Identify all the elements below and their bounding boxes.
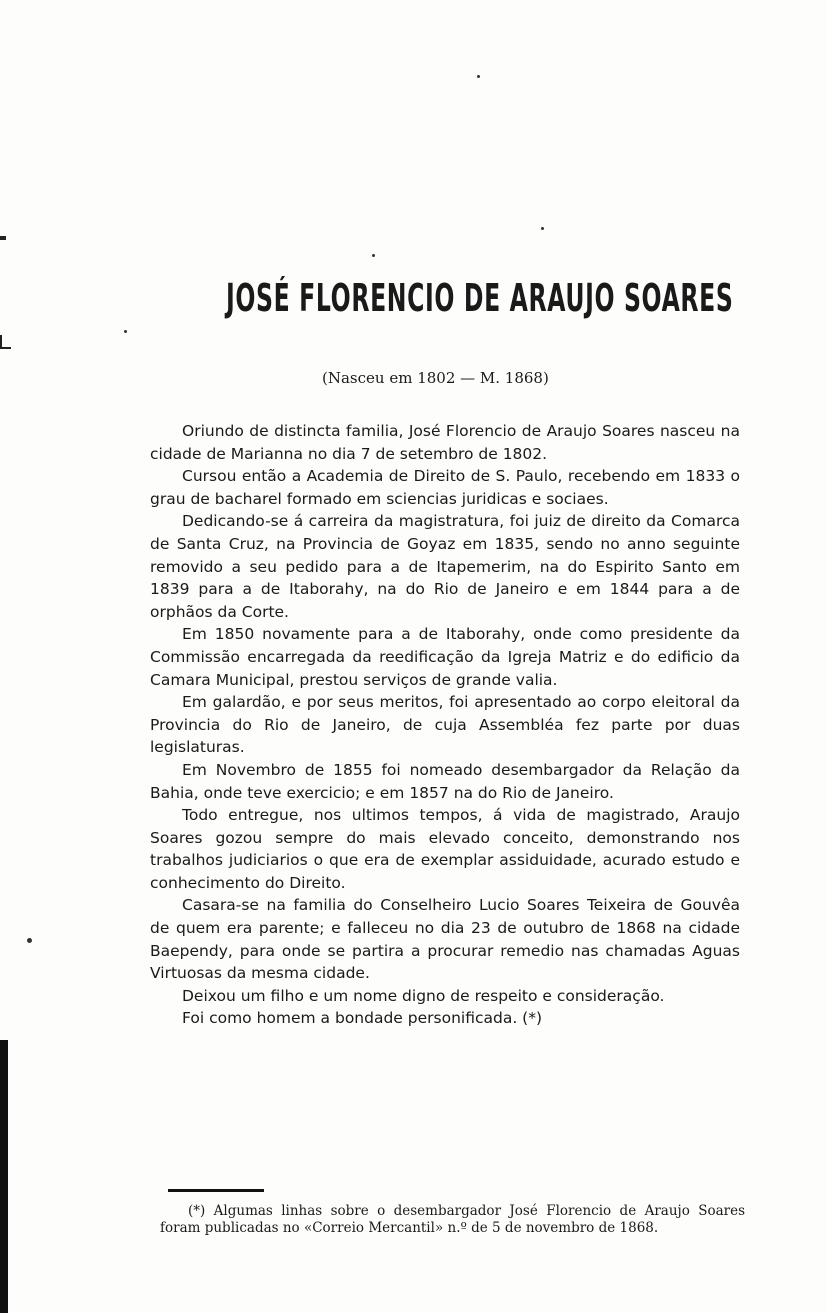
scan-speck bbox=[477, 75, 480, 78]
body-text bbox=[150, 420, 740, 1030]
binding-mark bbox=[0, 236, 6, 240]
footnote-rule bbox=[168, 1189, 264, 1192]
paragraph: Em 1850 novamente para a de Itaborahy, onde como presidente da Commissão encarregada da reedificação da Igreja Matriz e do edificio da Camara Municipal, prestou serviços de grande valia. bbox=[150, 625, 740, 689]
paragraph: Em Novembro de 1855 foi nomeado desembargador da Relação da Bahia, onde teve exercicio; e em 1857 na do Rio de Janeiro. bbox=[150, 760, 740, 802]
page-title: JOSÉ FLORENCIO DE ARAUJO SOARES bbox=[226, 276, 734, 320]
paragraph: Deixou um filho e um nome digno de respeito e consideração. bbox=[182, 986, 665, 1005]
scan-speck bbox=[27, 938, 32, 943]
binding-edge bbox=[0, 1040, 8, 1313]
paragraph: Casara-se na familia do Conselheiro Lucio Soares Teixeira de Gouvêa de quem era parente; e falleceu no dia 23 de outubro de 1868 na cidade Baependy, para onde se partira a procurar remedio nas chamadas Aguas Virtuosas da mesma cidade. bbox=[150, 896, 740, 983]
paragraph: Foi como homem a bondade personificada. (*) bbox=[182, 1009, 543, 1028]
paragraph: Cursou então a Academia de Direito de S. Paulo, recebendo em 1833 o grau de bacharel formado em sciencias juridicas e sociaes. bbox=[150, 467, 740, 508]
page-subtitle: (Nasceu em 1802 — M. 1868) bbox=[322, 369, 549, 387]
scan-speck bbox=[124, 330, 127, 333]
scan-speck bbox=[541, 227, 544, 230]
paragraph: Em galardão, e por seus meritos, foi apresentado ao corpo eleitoral da Provincia do Rio de Janeiro, de cuja Assembléa fez parte por duas legislaturas. bbox=[150, 693, 740, 757]
paragraph: Todo entregue, nos ultimos tempos, á vida de magistrado, Araujo Soares gozou sempre do mais elevado conceito, demonstrando nos trabalhos judiciarios o que era de exemplar assiduidade, acurado estudo e conhecimento do Direito. bbox=[150, 806, 740, 892]
binding-mark bbox=[0, 335, 11, 349]
scan-speck bbox=[372, 254, 375, 257]
paragraph: Oriundo de distincta familia, José Florencio de Araujo Soares nasceu na cidade de Marianna no dia 7 de setembro de 1802. bbox=[150, 422, 740, 463]
footnote: (*) Algumas linhas sobre o desembargador José Florencio de Araujo Soares foram publicadas no «Correio Mercantil» n.º de 5 de novembro de 1868. bbox=[160, 1203, 745, 1236]
paragraph: Dedicando-se á carreira da magistratura, foi juiz de direito da Comarca de Santa Cruz, na Provincia de Goyaz em 1835, sendo no anno seguinte removido a seu pedido para a de Itapemerim, na do Espirito Santo em 1839 para a de Itaborahy, na do Rio de Janeiro e em 1844 para a de orphãos da Corte. bbox=[150, 512, 740, 621]
